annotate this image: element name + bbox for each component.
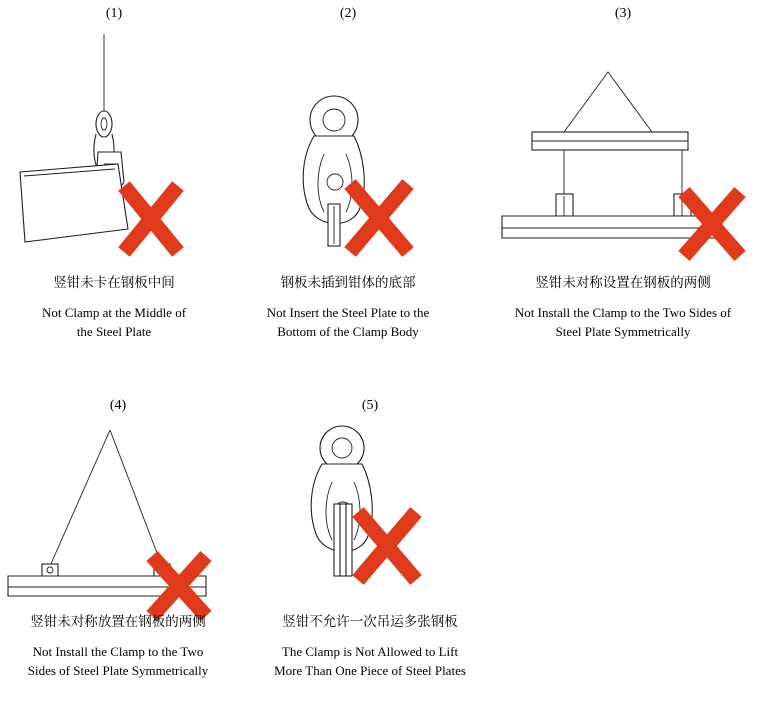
panel-2-caption-cn: 钢板未插到钳体的底部 xyxy=(280,275,416,291)
panel-1-caption xyxy=(0,274,228,341)
panel-5-number: (5) xyxy=(361,398,379,413)
panel-5 xyxy=(236,398,504,718)
panel-4-illustration xyxy=(0,416,236,606)
panel-5-caption-cn: 竖钳不允许一次吊运多张钢板 xyxy=(282,614,458,630)
red-x-cross-1 xyxy=(124,186,178,252)
panel-4 xyxy=(0,398,236,718)
panel-4-number: (4) xyxy=(109,398,127,413)
panel-5-caption-en: The Clamp is Not Allowed to Lift More Than One Piece of Steel Plates xyxy=(274,644,466,678)
panel-3-caption-en: Not Install the Clamp to the Two Sides of Steel Plate Symmetrically xyxy=(514,305,732,339)
panel-3-caption-cn: 竖钳未对称设置在钢板的两侧 xyxy=(535,275,711,291)
red-x-cross-5 xyxy=(358,512,416,580)
panel-1-number: (1) xyxy=(105,6,123,21)
panel-2 xyxy=(228,6,468,366)
red-x-cross-2 xyxy=(350,184,408,252)
panel-3 xyxy=(468,6,778,366)
panel-3-caption xyxy=(468,274,778,341)
panel-1-illustration xyxy=(0,24,228,264)
panel-4-caption-cn: 竖钳未对称放置在钢板的两侧 xyxy=(30,614,206,630)
panel-2-caption-en: Not Insert the Steel Plate to the Bottom of the Clamp Body xyxy=(266,305,430,339)
panel-1 xyxy=(0,6,228,366)
panel-4-caption xyxy=(0,613,236,680)
panel-3-illustration xyxy=(468,24,778,264)
panel-1-caption-cn: 竖钳未卡在钢板中间 xyxy=(53,275,175,291)
panel-5-caption xyxy=(236,613,504,680)
panel-1-caption-en: Not Clamp at the Middle of the Steel Plate xyxy=(41,305,187,339)
panel-2-number: (2) xyxy=(339,6,357,21)
panel-3-number: (3) xyxy=(614,6,632,21)
panel-2-illustration xyxy=(228,24,468,264)
panel-2-caption xyxy=(228,274,468,341)
panel-4-caption-en: Not Install the Clamp to the Two Sides of Steel Plate Symmetrically xyxy=(27,644,209,678)
panel-5-illustration xyxy=(236,416,504,606)
